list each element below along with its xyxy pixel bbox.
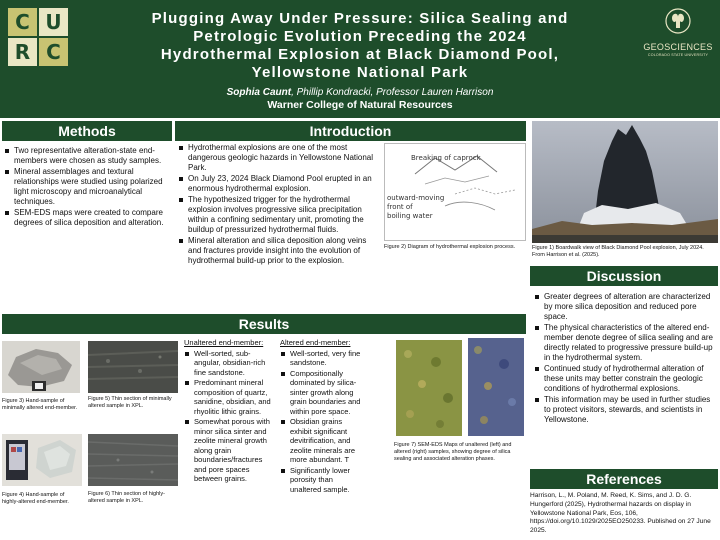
sem-map-unaltered-drawing [396, 340, 462, 436]
college-name: Warner College of Natural Resources [267, 99, 453, 111]
methods-bullet: Mineral assemblages and textural relationships were studied using polarized light microscopy and microanalytical techniques. [4, 167, 172, 207]
hand-sample-drawing [2, 341, 80, 393]
results-heading: Results [2, 314, 526, 334]
title-line-4: Yellowstone National Park [251, 64, 469, 81]
discussion-list [534, 292, 718, 426]
thin-section-altered-drawing [88, 434, 178, 486]
diagram-label-front-1: outward-moving [387, 194, 445, 202]
figure-5-thin-section [88, 341, 178, 393]
logo-letter-c1: C [8, 8, 37, 36]
altered-bullet: Significantly lower porosity than unaltered sample. [280, 466, 364, 495]
csu-wordmark: COLORADO STATE UNIVERSITY [647, 53, 709, 57]
geosciences-wordmark: GEOSCIENCES [643, 42, 713, 52]
discussion-bullet: Greater degrees of alteration are characterized by more silica deposition and reduced pore space. [534, 292, 718, 322]
figure-1-caption: Figure 1) Boardwalk view of Black Diamond Pool explosion, July 2024. From Harrison et al. (2025). [532, 245, 704, 258]
discussion-bullet: This information may be used in further studies to protect visitors, stewards, and scientists in Yellowstone. [534, 395, 718, 425]
methods-heading: Methods [2, 121, 172, 141]
diagram-label-caprock: Breaking of caprock [411, 154, 481, 162]
unaltered-bullet: Somewhat porous with minor silica sinter and zeolite mineral growth along grain boundaries/fractures and pore spaces between grains. [184, 417, 276, 484]
diagram-label-front-2: front of [387, 203, 413, 211]
figure-6-thin-section [88, 434, 178, 486]
poster-title [82, 10, 638, 82]
title-banner [0, 0, 720, 118]
figure-4-hand-sample [2, 434, 82, 486]
unaltered-bullet: Predominant mineral composition of quartz, sanidine, obsidian, and rhyolitic lithic grains. [184, 378, 276, 416]
authors-line [82, 87, 638, 99]
logo-letter-c2: C [39, 38, 68, 66]
figure-3-hand-sample [2, 341, 80, 393]
figure-5-caption: Figure 5) Thin section of minimally altered sample in XPL. [88, 396, 172, 409]
introduction-list [178, 143, 378, 267]
figure-3-caption: Figure 3) Hand-sample of minimally altered end-member. [2, 398, 78, 411]
references-heading: References [530, 469, 718, 489]
altered-column [280, 338, 364, 495]
intro-bullet: The hypothesized trigger for the hydrothermal explosion involves progressive silica precipitation within a confining sedimentary unit, promoting the buildup of pressurized hydrothermal fluids. [178, 195, 378, 235]
unaltered-title: Unaltered end-member: [184, 338, 264, 347]
logo-letter-r: R [8, 38, 37, 66]
thin-section-drawing [88, 341, 178, 393]
figure-1-explosion-photo [532, 121, 718, 243]
figure-7-sem-map-altered [468, 338, 524, 436]
altered-bullet: Compositionally dominated by silica-sinter growth along grain boundaries and within pore space. [280, 369, 364, 417]
methods-list [4, 146, 172, 229]
title-line-1: Plugging Away Under Pressure: Silica Sealing and [151, 10, 569, 27]
discussion-heading: Discussion [530, 266, 718, 286]
hand-sample-altered-drawing [2, 434, 82, 486]
unaltered-list [184, 349, 276, 484]
figure-2-caption: Figure 2) Diagram of hydrothermal explosion process. [384, 244, 516, 250]
figure-6-caption: Figure 6) Thin section of highly-altered sample in XPL. [88, 491, 165, 504]
discussion-bullet: The physical characteristics of the altered end-member denote degree of silica sealing and are directly related to progressive pressure build-up in the hydrothermal system. [534, 323, 718, 363]
altered-list [280, 349, 364, 495]
introduction-heading: Introduction [175, 121, 526, 141]
lead-author: Sophia Caunt [226, 87, 292, 98]
discussion-bullet: Continued study of hydrothermal alteration of these units may better constrain the geologic conditions of hydrothermal explosions. [534, 364, 718, 394]
intro-bullet: On July 23, 2024 Black Diamond Pool erupted in an enormous hydrothermal explosion. [178, 174, 378, 194]
altered-title: Altered end-member: [280, 338, 351, 347]
unaltered-column [184, 338, 276, 485]
geosciences-logo [640, 8, 716, 70]
figure-7-caption: Figure 7) SEM-EDS Maps of unaltered (left) and altered (right) samples, showing degree of silica sealing and associated alteration phases. [394, 442, 512, 462]
figure-2-diagram [384, 143, 526, 241]
sem-map-altered-drawing [468, 338, 524, 436]
figure-7-sem-map-unaltered [396, 340, 462, 436]
intro-bullet: Mineral alteration and silica deposition along veins and fractures provide insight into the evolution of hydrothermal build-up prior to the explosion. [178, 236, 378, 266]
ram-icon [665, 8, 691, 34]
logo-letter-u: U [39, 8, 68, 36]
explosion-photo-drawing [532, 121, 718, 243]
reference-entry: Harrison, L., M. Poland, M. Reed, K. Sims, and J. D. G. Hungerford (2025), Hydrothermal hazards on display in Yellowstone National Park, Eos, 106, https://doi.org/10.1029/2025EO250233. Published on 27 June 2025. [530, 492, 711, 535]
methods-bullet: Two representative alteration-state end-members were chosen as study samples. [4, 146, 172, 166]
co-authors: , Phillip Kondracki, Professor Lauren Harrison [291, 87, 494, 98]
altered-bullet: Well-sorted, very fine sandstone. [280, 349, 364, 368]
methods-bullet: SEM-EDS maps were created to compare degrees of silica deposition and alteration. [4, 208, 172, 228]
figure-4-caption: Figure 4) Hand-sample of highly-altered end-member. [2, 492, 69, 505]
title-line-3: Hydrothermal Explosion at Black Diamond Pool, [160, 46, 560, 63]
curc-logo [8, 8, 68, 66]
intro-bullet: Hydrothermal explosions are one of the most dangerous geologic hazards in Yellowstone National Park. [178, 143, 378, 173]
title-line-2: Petrologic Evolution Preceding the 2024 [193, 28, 527, 45]
unaltered-bullet: Well-sorted, sub-angular, obsidian-rich fine sandstone. [184, 349, 276, 378]
diagram-label-front-3: boiling water [387, 212, 433, 220]
altered-bullet: Obsidian grains exhibit significant devitrification, and zeolite minerals are more abundant. T [280, 417, 364, 465]
